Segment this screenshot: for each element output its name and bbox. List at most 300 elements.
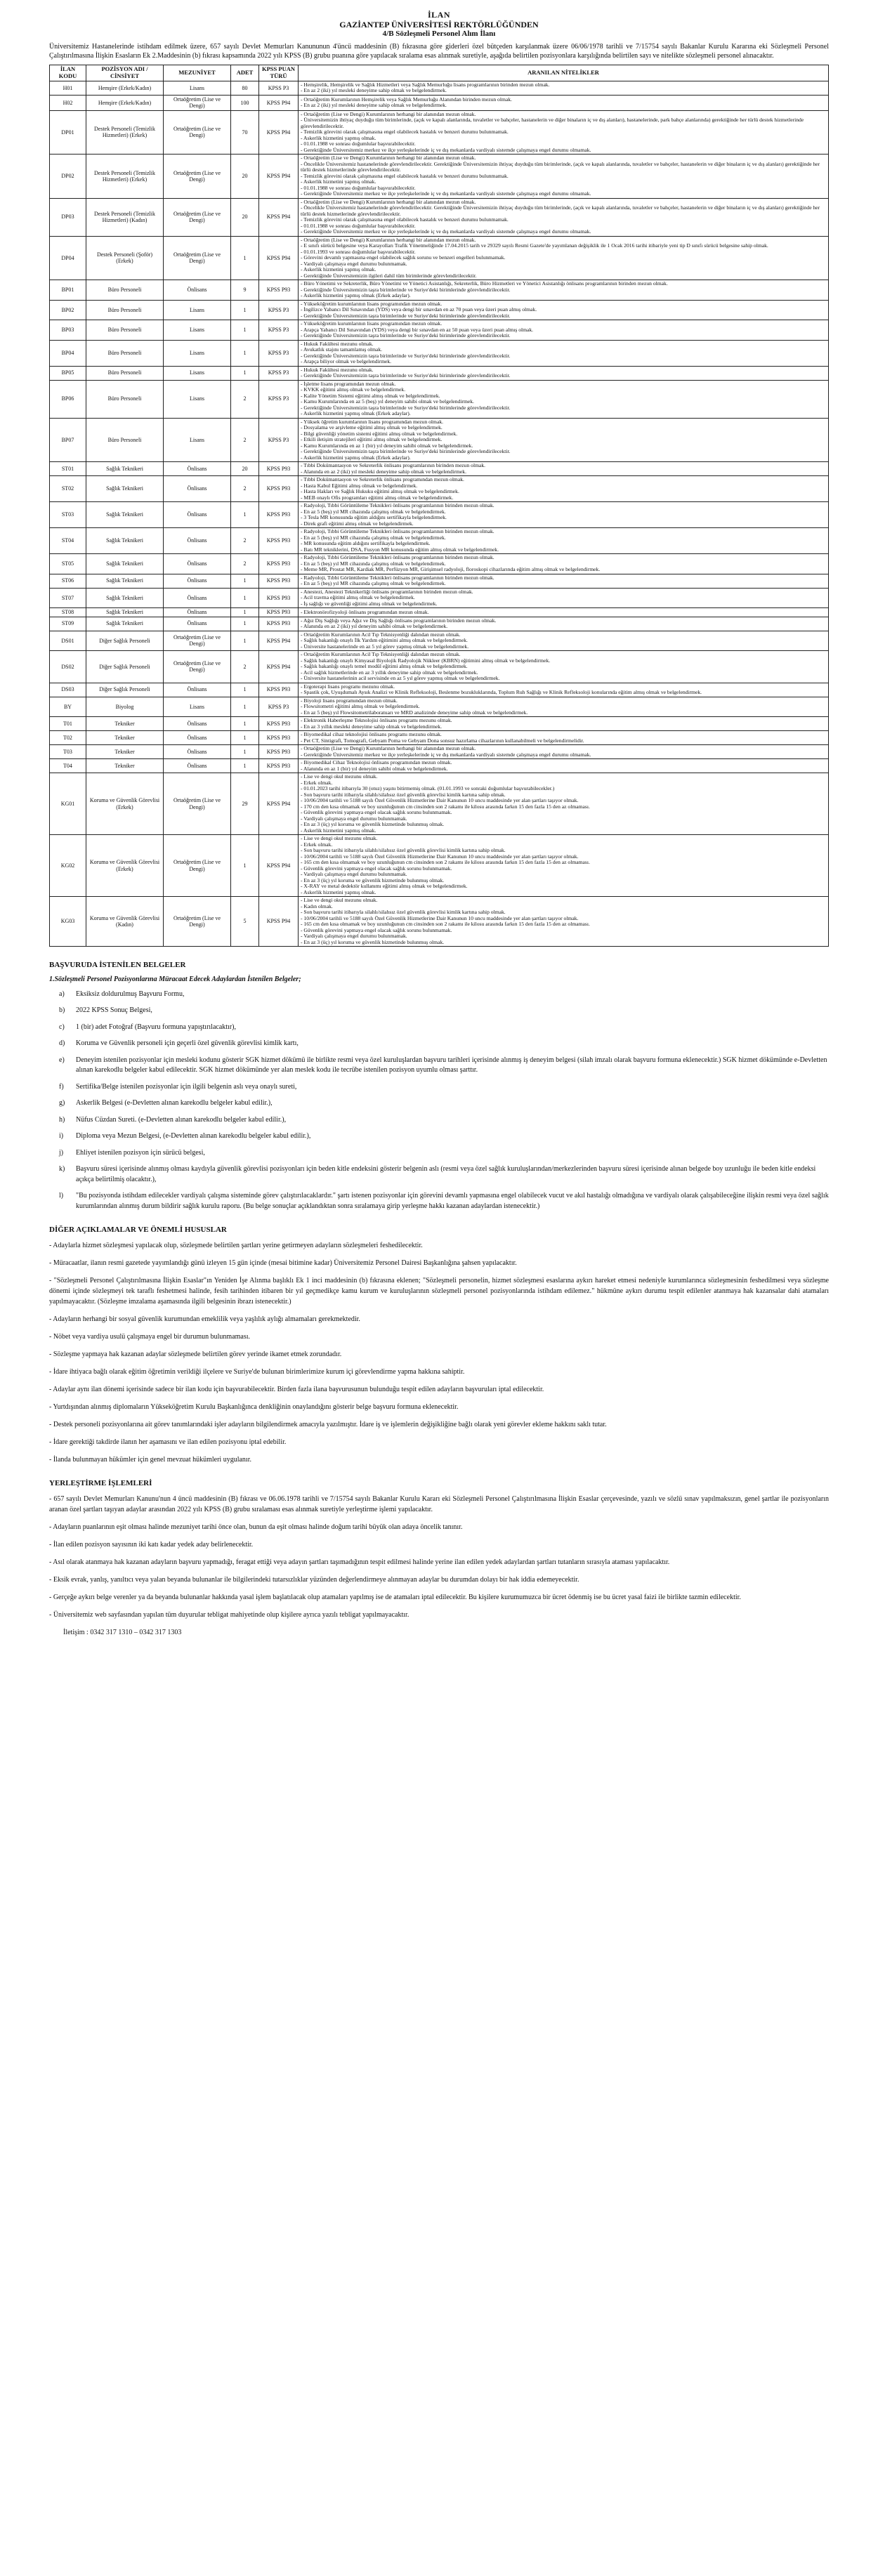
requirement-line: - Ortaöğretim (Lise ve Dengi) Kurumlarının herhangi bir alanından mezun olmak. [301, 155, 476, 162]
cell-education: Ortaöğretim (Lise ve Dengi) [164, 236, 231, 280]
requirement-line: - Biyoloji lisans programından mezun olmak. [301, 697, 398, 704]
positions-table [49, 65, 829, 947]
cell-code: KG03 [50, 897, 86, 947]
cell-education: Lisans [164, 81, 231, 95]
cell-kpss: KPSS P94 [259, 631, 299, 651]
cell-position: Diğer Sağlık Personeli [86, 683, 164, 697]
requirement-line: - Kadın olmak. [301, 902, 333, 909]
cell-count: 1 [231, 617, 259, 631]
cell-code: ST09 [50, 617, 86, 631]
header-education: MEZUNİYET [164, 65, 231, 81]
note-item: - Sözleşme yapmaya hak kazanan adaylar sözleşmede belirtilen görev yerinde ikamet etmek zorundadır. [49, 1351, 342, 1359]
requirement-line: - En az 5 (beş) yıl Flowsitometrilaboratuarı ve MRD analizinde deneyime sahip olmak ve belgelendirmek. [301, 709, 528, 716]
cell-count: 1 [231, 502, 259, 528]
cell-code: BP01 [50, 280, 86, 301]
requirement-line: - Alanında en az 2 (iki) yıl deneyim sahibi olmak ve belgelendirmek. [301, 623, 448, 630]
document-item [59, 1191, 829, 1211]
requirement-line: - Hukuk Fakültesi mezunu olmak. [301, 366, 374, 373]
cell-count: 1 [231, 759, 259, 773]
cell-code: DP01 [50, 110, 86, 155]
cell-kpss: KPSS P93 [259, 745, 299, 759]
cell-code: T02 [50, 731, 86, 745]
cell-requirements [299, 528, 829, 554]
cell-kpss: KPSS P94 [259, 95, 299, 110]
requirement-line: - Hasta Hakları ve Sağlık Hukuku eğitimi almış olmak ve belgelendirmek. [301, 488, 459, 495]
requirement-line: - Acil sağlık hizmetlerinde en az 3 yıllık deneyime sahip olmak ve belgelendirmek. [301, 669, 478, 676]
document-item-label: a) [59, 990, 65, 998]
document-item [59, 1148, 829, 1159]
cell-position: Biyolog [86, 697, 164, 717]
requirement-line: - Güvenlik görevini yapmaya engel olacak sağlık sorunu bulunmamak. [301, 809, 452, 816]
note-item: - Nöbet veya vardiya usulü çalışmaya engel bir durumun bulunmaması. [49, 1333, 251, 1341]
requirement-line: - Ortaöğretim (Lise ve Dengi) Kurumlarının herhangi bir alanından mezun olmak. [301, 110, 476, 117]
cell-count: 2 [231, 418, 259, 462]
cell-requirements [299, 697, 829, 717]
requirement-line: - 3 Tesla MR konusunda eğitim aldığını sertifikayla belgelendirmek. [301, 514, 447, 521]
cell-requirements [299, 554, 829, 574]
cell-position: Sağlık Teknikeri [86, 528, 164, 554]
document-item-text: Sertifika/Belge istenilen pozisyonlar için ilgili belgenin aslı veya onaylı sureti, [76, 1082, 297, 1091]
note-item: - Adaylar aynı ilan dönemi içerisinde sadece bir ilan kodu için başvurabilecektir. Birden fazla ilana başvurusunun bulunduğu tespit edilen adayların başvuruları iptal edilecektir. [49, 1386, 544, 1394]
requirement-line: - Gerektiğinde Üniversitemizin taşra birimlerinde ve Suriye'deki birimlerinde görevlendirilecektir. [301, 332, 511, 339]
cell-requirements [299, 651, 829, 683]
cell-count: 2 [231, 554, 259, 574]
table-row [50, 745, 829, 759]
cell-requirements [299, 320, 829, 341]
requirement-line: - Biyomedikal Cihaz Teknolojisi önlisans programından mezun olmak. [301, 759, 452, 766]
note-item: - İdare ihtiyaca bağlı olarak eğitim öğretimin verildiği ilçelere ve Suriye'de bulunan birimlerimize kurum içi görevlendirme yapma hakkına sahiptir. [49, 1368, 465, 1376]
cell-position: Hemşire (Erkek/Kadın) [86, 81, 164, 95]
cell-position: Sağlık Teknikeri [86, 462, 164, 476]
requirement-line: - Gerektiğinde Üniversitemizin taşra birimlerinde ve Suriye'deki birimlerinde görevlendirilecektir. [301, 312, 511, 319]
table-row [50, 528, 829, 554]
document-item-label: e) [59, 1056, 65, 1064]
cell-count: 1 [231, 588, 259, 608]
cell-position: Destek Personeli (Şoför) (Erkek) [86, 236, 164, 280]
table-row [50, 717, 829, 731]
requirement-line: - Spastik çok, Uyuşdumalı Aysık Analizi ve Klinik Refleksoloji, Beslenme bozukluklarında, Toplum Ruh Sağlığı ve Klinik Refleksoloji konularında eğitim almış olmak ve belgelendirmek. [301, 689, 702, 696]
requirement-line: - Yükseköğretim kurumlarının lisans programından mezun olmak. [301, 300, 443, 307]
requirement-line: - Tıbbi Dokümantasyon ve Sekreterlik önlisans programından mezun olmak. [301, 476, 464, 483]
requirement-line: - Dosyalama ve arşivleme eğitimi almış olmak ve belgelendirmek. [301, 424, 443, 431]
cell-education: Önlisans [164, 462, 231, 476]
table-row [50, 236, 829, 280]
cell-position: Koruma ve Güvenlik Görevlisi (Erkek) [86, 835, 164, 897]
cell-education: Önlisans [164, 617, 231, 631]
cell-position: Büro Personeli [86, 380, 164, 418]
requirement-line: - En az 5 (beş) yıl MR cihazında çalışmış olmak ve belgelendirmek. [301, 580, 446, 587]
cell-position: Büro Personeli [86, 340, 164, 366]
note-item: - Müracaatlar, ilanın resmi gazetede yayımlandığı günü izleyen 15 gün içinde (mesai bitimine kadar) Üniversitemiz Personel Dairesi Başkanlığına şahsen yapılacaktır. [49, 1259, 517, 1268]
table-row [50, 574, 829, 588]
cell-kpss: KPSS P93 [259, 608, 299, 617]
cell-kpss: KPSS P93 [259, 280, 299, 301]
note-item: - Destek personeli pozisyonlarına ait görev tanımlarındaki işler adayların bilgilendirmek amacıyla yazılmıştır. İdare iş ve işlemlerin değişikliğine bağlı olarak yeni görevler ekleme hakkını saklı tutar. [49, 1421, 607, 1429]
document-item [59, 1131, 829, 1142]
requirement-line: - Gerektiğinde Üniversitemizin taşra birimlerinde ve Suriye'deki birimlerinde görevlendirilecektir. [301, 448, 511, 455]
header-kpss: KPSS PUAN TÜRÜ [259, 65, 299, 81]
table-row [50, 588, 829, 608]
requirement-line: - Hemşirelik, Hemşirelik ve Sağlık Hizmetleri veya Sağlık Memurluğu lisans programlarının birinden mezun olmak. [301, 81, 550, 88]
requirement-line: - İş sağlığı ve güvenliği eğitimi almış olmak ve belgelendirmek. [301, 600, 438, 607]
cell-requirements [299, 683, 829, 697]
cell-requirements [299, 731, 829, 745]
document-item-label: b) [59, 1006, 65, 1015]
cell-count: 1 [231, 835, 259, 897]
note-item: - Adaylarla hizmet sözleşmesi yapılacak olup, sözleşmede belirtilen şartları yerine getirmeyen adayların sözleşmeleri feshedilecektir. [49, 1242, 423, 1250]
table-row [50, 81, 829, 95]
requirement-line: - Gerektiğinde Üniversitemizin taşra birimlerinde ve Suriye'deki birimlerinde görevlendirilecektir. [301, 352, 511, 359]
cell-count: 1 [231, 608, 259, 617]
requirement-line: - Öncelikle Üniversitemiz hastanelerinde görevlendirilecektir. Gerektiğinde Üniversitemizin ihtiyaç duyduğu tüm birimlerinde, (açık ve kapalı alanlarında, tuvaletler ve bahçeler, hastanelerin ve diğer binaların iç ve dış alanları) gerektiğinde her türlü destek hizmetlerinde görevlendirilecektir. [301, 204, 820, 217]
requirement-line: - Tıbbi Dokümantasyon ve Sekreterlik önlisans programlarının birinden mezun olmak. [301, 462, 486, 469]
cell-kpss: KPSS P93 [259, 462, 299, 476]
requirement-line: - 10/06/2004 tarihli ve 5188 sayılı Özel Güvenlik Hizmetlerine Dair Kanunun 10 uncu maddesinde yer alan şartları taşıyor olmak. [301, 914, 579, 921]
cell-position: Sağlık Teknikeri [86, 554, 164, 574]
requirement-line: - MR konusunda eğitim aldığını sertifikayla belgelendirmek. [301, 540, 431, 547]
cell-position: Büro Personeli [86, 366, 164, 380]
requirement-line: - Erkek olmak. [301, 779, 333, 786]
requirement-line: - Askerlik hizmetini yapmış olmak. [301, 134, 376, 141]
cell-position: Sağlık Teknikeri [86, 617, 164, 631]
requirement-line: - Gerektiğinde Üniversitemizin taşra birimlerinde ve Suriye'deki birimlerinde görevlendirilecektir. [301, 286, 511, 293]
cell-position: Hemşire (Erkek/Kadın) [86, 95, 164, 110]
requirement-line: - Büro Yönetimi ve Sekreterlik, Büro Yönetimi ve Yönetici Asistanlığı, Sekreterlik, Büro Hizmetleri ve Yönetici Asistanlığı önlisans programlarının birinden mezun olmak. [301, 280, 668, 287]
cell-code: KG02 [50, 835, 86, 897]
cell-kpss: KPSS P3 [259, 300, 299, 320]
cell-kpss: KPSS P3 [259, 81, 299, 95]
cell-count: 70 [231, 110, 259, 155]
placement-item: - 657 sayılı Devlet Memurları Kanunu'nun 4 üncü maddesinin (B) fıkrası ve 06.06.1978 tarihli ve 7/15754 sayılı Bakanlar Kurulu Kararı eki Sözleşmeli Personel Çalıştırılmasına İlişkin Esaslar çerçevesinde, yazılı ve sözlü sınav yapılmaksızın, genel şartlar ile pozisyonların aranan özel şartları taşıyan adaylar arasından 2022 yılı KPSS (B) grubu sıralaması esas alınmak suretiyle yerleştirme işlemi yapılacaktır. [49, 1495, 829, 1514]
requirement-line: - Son başvuru tarihi itibarıyla silahlı/silahsız özel güvenlik görevlisi kimlik kartına sahip olmak. [301, 909, 506, 916]
requirement-line: - Görevini devamlı yapmasına engel olabilecek sağlık sorunu ve benzeri engelleri bulunmamak. [301, 254, 506, 261]
requirement-line: - Güvenlik görevini yapmaya engel olacak sağlık sorunu bulunmamak. [301, 926, 452, 933]
contact-info: İletişim : 0342 317 1310 – 0342 317 1303 [63, 1629, 182, 1637]
cell-kpss: KPSS P93 [259, 731, 299, 745]
table-row [50, 476, 829, 502]
cell-count: 9 [231, 280, 259, 301]
cell-education: Lisans [164, 300, 231, 320]
requirement-line: - Sağlık bakanlığı onaylı Kimyasal Biyolojik Radyolojik Nükleer (KBRN) eğitimini almış olmak ve belgelendirmek. [301, 657, 551, 664]
requirement-line: - En az 3 (üç) yıl koruma ve güvenlik hizmetinde bulunmuş olmak. [301, 821, 445, 828]
requirement-line: - Gerektiğinde Üniversitemiz merkez ve ilçe yerleşkelerinde iç ve dış mekanlarda vardiyalı sistemde çalışmaya engel durumu olmamak. [301, 146, 591, 153]
cell-code: BY [50, 697, 86, 717]
cell-education: Lisans [164, 418, 231, 462]
requirement-line: - Elektronik Haberleşme Teknolojisi önlisans programı mezunu olmak. [301, 717, 452, 724]
requirement-line: - Vardiyalı çalışmaya engel durumu bulunmamak. [301, 815, 407, 822]
document-item-text: "Bu pozisyonda istihdam edilecekler vardiyalı çalışma sisteminde görev çalıştırılacaklardır." şartı istenen pozisyonlar için görevini devamlı yapmasına engel olabilecek vucut ve akıl hastalığı olmadığına ve vardiyalı olarak çalışabileceğine ilişkin resmi veya özel sağlık kurumlarından alınmış durum bildirir sağlık kurulu raporu. (Bu belge sonuçlar açıklandıktan sonra sıralamaya girip yerleşme hakkı kazanan adaylardan istenecektir.) [76, 1192, 829, 1210]
cell-code: ST03 [50, 502, 86, 528]
document-item-text: Deneyim istenilen pozisyonlar için mesleki kodunu gösterir SGK hizmet dökümü ile birlikte resmi veya özel kuruluşlardan başvuru tarihleri içerisinde alınmış iş deneyim belgesi (silah imzalı olarak başvuru formuna eklenecektir.) SGK hizmet dökümünde e-Devletten alınan karekodlu belgeler kabul edilecektir. SGK hizmet dökümünde yer alan meslek kodu ile tecrübe istenilen pozisyon uyumlu olması şarttır. [76, 1056, 827, 1075]
cell-requirements [299, 608, 829, 617]
cell-education: Ortaöğretim (Lise ve Dengi) [164, 110, 231, 155]
cell-kpss: KPSS P94 [259, 198, 299, 236]
requirement-line: - Lise ve dengi okul mezunu olmak. [301, 835, 378, 842]
requirement-line: - En az 5 (beş) yıl MR cihazında çalışmış olmak ve belgelendirmek. [301, 508, 446, 515]
cell-code: BP06 [50, 380, 86, 418]
requirement-line: - 170 cm den kısa olmamak ve boy uzunluğunun cm cinsinden son 2 rakamı ile kilosu arasında farkın 15 den fazla 15 den az olmaması. [301, 803, 590, 810]
note-item: - Adayların herhangi bir sosyal güvenlik kurumundan emeklilik veya yaşlılık aylığı almamaları gerekmektedir. [49, 1315, 360, 1324]
cell-kpss: KPSS P93 [259, 528, 299, 554]
cell-count: 20 [231, 198, 259, 236]
document-item [59, 1082, 829, 1093]
placement-section [49, 1479, 829, 1638]
document-item-text: Ehliyet istenilen pozisyon için sürücü belgesi, [76, 1148, 205, 1157]
cell-kpss: KPSS P93 [259, 617, 299, 631]
cell-position: Diğer Sağlık Personeli [86, 651, 164, 683]
cell-count: 1 [231, 574, 259, 588]
cell-position: Büro Personeli [86, 320, 164, 341]
cell-code: ST08 [50, 608, 86, 617]
requirement-line: - Vardiyalı çalışmaya engel durumu bulunmamak. [301, 260, 407, 267]
document-item [59, 1006, 829, 1016]
requirement-line: - Ortaöğretim (Lise ve Dengi) Kurumlarının herhangi bir alanından mezun olmak. [301, 236, 476, 243]
requirement-line: - Biyomedikal cihaz teknolojisi önlisans programı mezunu olmak. [301, 731, 442, 738]
cell-requirements [299, 280, 829, 301]
cell-code: BP07 [50, 418, 86, 462]
cell-requirements [299, 366, 829, 380]
cell-kpss: KPSS P94 [259, 236, 299, 280]
requirement-line: - İngilizce Yabancı Dil Sınavından (YDS) veya dengi bir sınavdan en az 70 puan veya üzeri puan almış olmak. [301, 306, 537, 313]
cell-education: Önlisans [164, 574, 231, 588]
requirement-line: - Askerlik hizmetini yapmış olmak (Erkek adaylar). [301, 292, 411, 299]
document-item [59, 1164, 829, 1185]
requirement-line: - Son başvuru tarihi itibarıyla silahlı/silahsız özel güvenlik görevlisi kimlik kartına sahip olmak. [301, 847, 506, 854]
cell-kpss: KPSS P94 [259, 110, 299, 155]
notes-heading: DİĞER AÇIKLAMALAR VE ÖNEMLİ HUSUSLAR [49, 1225, 227, 1235]
cell-code: ST07 [50, 588, 86, 608]
cell-education: Önlisans [164, 608, 231, 617]
table-row [50, 897, 829, 947]
cell-count: 1 [231, 631, 259, 651]
cell-code: BP05 [50, 366, 86, 380]
cell-position: Büro Personeli [86, 280, 164, 301]
document-item-label: i) [59, 1132, 64, 1141]
requirement-line: - Ortaöğretim (Lise ve Dengi) Kurumlarının herhangi bir alanından mezun olmak. [301, 745, 476, 752]
document-item-label: k) [59, 1165, 65, 1174]
cell-code: ST04 [50, 528, 86, 554]
document-item-text: Nüfus Cüzdan Sureti. (e-Devletten alınan karekodlu belgeler kabul edilir.), [76, 1115, 287, 1124]
cell-code: KG01 [50, 773, 86, 835]
cell-education: Lisans [164, 340, 231, 366]
cell-position: Koruma ve Güvenlik Görevlisi (Kadın) [86, 897, 164, 947]
cell-education: Ortaöğretim (Lise ve Dengi) [164, 897, 231, 947]
document-item-label: h) [59, 1115, 65, 1124]
requirement-line: - Etkili iletişim stratejileri eğitimi almış olmak ve belgelendirmek. [301, 436, 443, 443]
table-header-row [50, 65, 829, 81]
documents-heading: BAŞVURUDA İSTENİLEN BELGELER [49, 961, 186, 970]
cell-requirements [299, 236, 829, 280]
requirement-line: - Temizlik görevini olarak çalışmasına engel olabilecek hastalık ve benzeri durumu bulunmamak. [301, 172, 509, 179]
cell-education: Ortaöğretim (Lise ve Dengi) [164, 198, 231, 236]
announcement-header [49, 10, 829, 39]
requirement-line: - 01.01.1988 ve sonrası doğumlular başvurabilecektir. [301, 140, 416, 147]
cell-kpss: KPSS P93 [259, 476, 299, 502]
cell-requirements [299, 631, 829, 651]
table-row [50, 617, 829, 631]
requirement-line: - Lise ve dengi okul mezunu olmak. [301, 773, 378, 780]
table-row [50, 502, 829, 528]
table-row [50, 835, 829, 897]
table-row [50, 320, 829, 341]
requirement-line: - 165 cm den kısa olmamak ve boy uzunluğunun cm cinsinden son 2 rakamı ile kilosu arasında farkın 15 den fazla 15 den az olmaması. [301, 921, 590, 928]
document-item-text: Başvuru süresi içerisinde alınmış olması kaydıyla güvenlik görevlisi pozisyonları için beden kitle endeksini gösterir belgenin aslı (resmi veya özel sağlık kuruluşlarından/merkezlerinden başvuru süresi içerisinde alınan belgede boy uzunluğu ile beden kitle endeksi açıkça belirtilmiş olacaktır.), [76, 1165, 816, 1183]
cell-position: Sağlık Teknikeri [86, 502, 164, 528]
cell-education: Önlisans [164, 502, 231, 528]
cell-count: 100 [231, 95, 259, 110]
cell-education: Önlisans [164, 280, 231, 301]
cell-requirements [299, 773, 829, 835]
cell-code: BP04 [50, 340, 86, 366]
document-item-label: j) [59, 1148, 64, 1157]
requirement-line: - Ortaöğretim Kurumlarının Acil Tıp Teknisyenliği dalından mezun olmak. [301, 651, 461, 658]
cell-code: ST05 [50, 554, 86, 574]
table-row [50, 110, 829, 155]
requirement-line: - 01.01.1988 ve sonrası doğumlular başvurabilecektir. [301, 222, 416, 229]
requirement-line: - En az 5 (beş) yıl MR cihazında çalışmış olmak ve belgelendirmek. [301, 534, 446, 541]
notes-section [49, 1225, 829, 1465]
table-row [50, 95, 829, 110]
header-requirements: ARANILAN NİTELİKLER [299, 65, 829, 81]
requirement-line: - 10/06/2004 tarihli ve 5188 sayılı Özel Güvenlik Hizmetlerine Dair Kanunun 10 uncu maddesinde yer alan şartları taşıyor olmak. [301, 853, 579, 860]
cell-count: 1 [231, 236, 259, 280]
cell-kpss: KPSS P94 [259, 897, 299, 947]
table-row [50, 608, 829, 617]
cell-code: T04 [50, 759, 86, 773]
cell-education: Önlisans [164, 528, 231, 554]
requirement-line: - Kalite Yönetim Sistemi eğitimi almış olmak ve belgelendirmek. [301, 392, 440, 399]
requirement-line: - En az 5 (beş) yıl MR cihazında çalışmış olmak ve belgelendirmek. [301, 560, 446, 567]
cell-code: ST01 [50, 462, 86, 476]
requirement-line: - Radyoloji, Tıbbi Görüntüleme Teknikleri önlisans programlarının birinden mezun olmak. [301, 502, 494, 509]
document-item [59, 990, 829, 1000]
cell-requirements [299, 380, 829, 418]
table-row [50, 418, 829, 462]
placement-item: - Üniversitemiz web sayfasından yapılan tüm duyurular tebligat mahiyetinde olup kişilere ayrıca yazılı tebligat yapılmayacaktır. [49, 1611, 409, 1619]
placement-list [49, 1494, 829, 1620]
requirement-line: - Askerlik hizmetini yapmış olmak (Erkek adaylar). [301, 410, 411, 417]
cell-count: 1 [231, 300, 259, 320]
placement-item: - Asıl olarak atanmaya hak kazanan adayların başvuru yapmadığı, feragat ettiği veya adayın şartları taşımadığının tespit edilmesi halinde yerine ilan edilen yedek adaylardan şartları tutanların sırasıyla ataması yapılacaktır. [49, 1558, 670, 1567]
cell-requirements [299, 745, 829, 759]
cell-requirements [299, 300, 829, 320]
document-item-text: Diploma veya Mezun Belgesi, (e-Devletten alınan karekodlu belgeler kabul edilir.), [76, 1132, 311, 1141]
cell-education: Ortaöğretim (Lise ve Dengi) [164, 835, 231, 897]
cell-position: Sağlık Teknikeri [86, 588, 164, 608]
table-row [50, 697, 829, 717]
table-body [50, 81, 829, 946]
cell-position: Büro Personeli [86, 300, 164, 320]
requirement-line: - Alanında en az 1 (bir) yıl deneyim sahibi olmak ve belgelendirmek. [301, 765, 448, 772]
document-item [59, 1039, 829, 1049]
cell-position: Tekniker [86, 759, 164, 773]
requirement-line: - Acil travma eğitimi almış olmak ve belgelendirmek. [301, 594, 415, 601]
requirement-line: - Askerlik hizmetini yapmış olmak. [301, 266, 376, 273]
requirement-line: - Temizlik görevini olarak çalışmasına engel olabilecek hastalık ve benzeri durumu bulunmamak. [301, 216, 509, 223]
placement-heading: YERLEŞTİRME İŞLEMLERİ [49, 1479, 152, 1488]
cell-position: Tekniker [86, 717, 164, 731]
cell-code: DS03 [50, 683, 86, 697]
requirement-line: - Elektronörofizyoloji önlisans programından mezun olmak. [301, 608, 429, 615]
table-row [50, 731, 829, 745]
requirement-line: - Öncelikle Üniversitemiz hastanelerinde görevlendirilecektir. Gerektiğinde Üniversitemizin ihtiyaç duyduğu tüm birimlerinde, (açık ve kapalı alanlarında, tuvaletler ve bahçeler, hastanelerin ve diğer binaların iç ve dış alanları) gerektiğinde her türlü destek hizmetlerinde görevlendirilecektir. [301, 160, 820, 173]
cell-kpss: KPSS P94 [259, 651, 299, 683]
requirement-line: - Arapça Yabancı Dil Sınavından (YDS) veya dengi bir sınavdan en az 50 puan veya üzeri puan almış olmak. [301, 326, 534, 333]
requirement-line: - Yüksek öğretim kurumlarının lisans programından mezun olmak. [301, 418, 444, 425]
cell-position: Diğer Sağlık Personeli [86, 631, 164, 651]
cell-count: 1 [231, 717, 259, 731]
requirement-line: - Ortaöğretim Kurumlarının Acil Tıp Teknisyenliği dalından mezun olmak. [301, 631, 461, 638]
cell-count: 1 [231, 683, 259, 697]
documents-section [49, 961, 829, 1211]
cell-position: Sağlık Teknikeri [86, 574, 164, 588]
requirement-line: - 165 cm den kısa olmamak ve boy uzunluğunun cm cinsinden son 2 rakamı ile kilosu arasında farkın 15 den fazla 15 den az olmaması. [301, 859, 590, 866]
requirement-line: - En az 3 (üç) yıl koruma ve güvenlik hizmetinde bulunmuş olmak. [301, 876, 445, 883]
table-row [50, 759, 829, 773]
requirement-line: - KVKK eğitimi almış olmak ve belgelendirmek. [301, 386, 406, 393]
cell-position: Büro Personeli [86, 418, 164, 462]
cell-education: Lisans [164, 366, 231, 380]
requirement-line: - 10/06/2004 tarihli ve 5188 sayılı Özel Güvenlik Hizmetlerine Dair Kanunun 10 uncu maddesinde yer alan şartları taşıyor olmak. [301, 797, 579, 804]
requirement-line: - Lise ve dengi okul mezunu olmak. [301, 897, 378, 904]
cell-position: Destek Personeli (Temizlik Hizmetleri) (Erkek) [86, 155, 164, 199]
cell-kpss: KPSS P93 [259, 683, 299, 697]
table-row [50, 651, 829, 683]
cell-requirements [299, 835, 829, 897]
cell-kpss: KPSS P93 [259, 574, 299, 588]
cell-kpss: KPSS P3 [259, 366, 299, 380]
requirement-line: - Yükseköğretim kurumlarının lisans programından mezun olmak. [301, 320, 443, 327]
requirement-line: - Gerektiğinde Üniversitemiz merkez ve ilçe yerleşkelerinde iç ve dış mekanlarda vardiyalı sistemde çalışmaya engel durumu olmamak. [301, 228, 591, 235]
cell-count: 80 [231, 81, 259, 95]
table-row [50, 462, 829, 476]
cell-count: 2 [231, 528, 259, 554]
requirement-line: - Ergoterapi lisans programı mezunu olmak. [301, 683, 395, 690]
document-item [59, 1056, 829, 1076]
cell-education: Önlisans [164, 759, 231, 773]
cell-count: 1 [231, 366, 259, 380]
header-code: İLAN KODU [50, 65, 86, 81]
document-item-text: Askerlik Belgesi (e-Devletten alınan karekodlu belgeler kabul edilir.), [76, 1099, 273, 1108]
cell-position: Destek Personeli (Temizlik Hizmetleri) (Kadın) [86, 198, 164, 236]
requirement-line: - Askerlik hizmetini yapmış olmak. [301, 178, 376, 185]
document-item-label: c) [59, 1023, 65, 1031]
requirement-line: - Alanında en az 2 (iki) yıl mesleki deneyime sahip olmak ve belgelendirmek. [301, 468, 466, 475]
placement-item: - Gerçeğe aykırı belge verenler ya da beyanda bulunanlar hakkında yasal işlem başlatılacak olup atamaları yapılmış ise de atamaları iptal edilecektir. Bu kişilere kurumumuzca bir ücret ödenmiş ise bu ücret yasal faizi ile birlikte tazmin edilecektir. [49, 1593, 741, 1602]
requirement-line: - Radyoloji, Tıbbi Görüntüleme Teknikleri önlisans programlarının birinden mezun olmak. [301, 528, 494, 535]
cell-code: DS01 [50, 631, 86, 651]
requirement-line: - Askerlik hizmetini yapmış olmak (Erkek adaylar). [301, 454, 411, 461]
cell-count: 1 [231, 340, 259, 366]
table-row [50, 631, 829, 651]
cell-count: 1 [231, 745, 259, 759]
requirement-line: - En az 3 yıllık mesleki deneyime sahip olmak ve belgelendirmek. [301, 723, 442, 730]
table-row [50, 554, 829, 574]
requirement-line: - Sağlık bakanlığı onaylı İlk Yardım eğitimini almış olmak ve belgelendirmek. [301, 637, 468, 644]
table-row [50, 366, 829, 380]
requirement-line: - Askerlik hizmetini yapmış olmak. [301, 888, 376, 895]
cell-code: DP04 [50, 236, 86, 280]
requirement-line: - Son başvuru tarihi itibarıyla silahlı/silahsız özel güvenlik görevlisi kimlik kartına sahip olmak. [301, 791, 506, 798]
cell-education: Önlisans [164, 554, 231, 574]
document-item [59, 1023, 829, 1033]
cell-code: DS02 [50, 651, 86, 683]
requirement-line: - Kamu Kurumlarında en az 1 (bir) yıl deneyim sahibi olmak ve belgelendirmek. [301, 442, 473, 449]
requirement-line: - Radyoloji, Tıbbi Görüntüleme Teknikleri önlisans programlarının birinden mezun olmak. [301, 554, 494, 561]
header-position: POZİSYON ADI / CİNSİYET [86, 65, 164, 81]
cell-kpss: KPSS P93 [259, 717, 299, 731]
cell-count: 2 [231, 476, 259, 502]
